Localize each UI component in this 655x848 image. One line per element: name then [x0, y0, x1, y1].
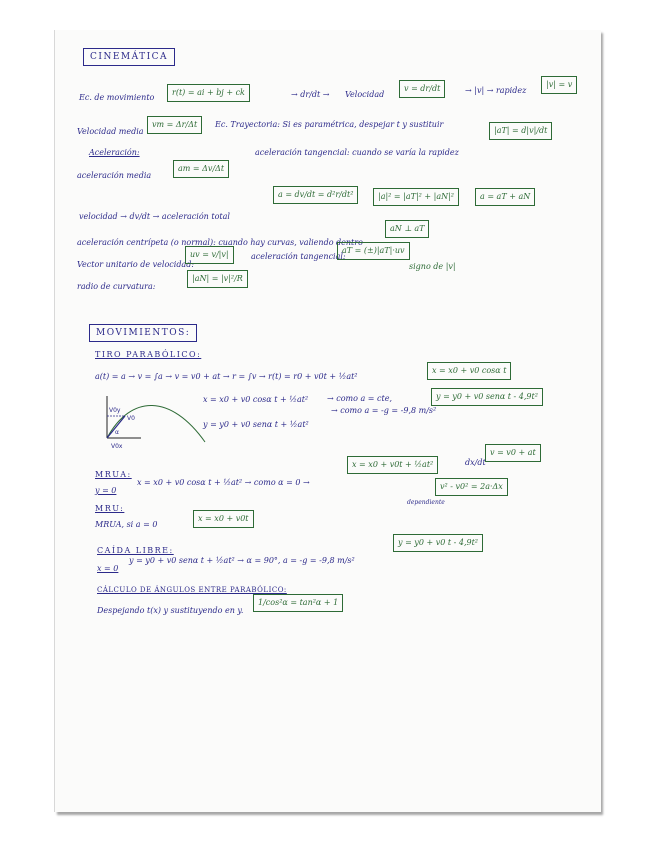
trayectoria-note: Ec. Trayectoria: Si es paramétrica, despejar t y sustituir — [215, 120, 444, 129]
acel-media-box: am = Δv/Δt — [173, 160, 229, 178]
centripeta-box: aN ⊥ aT — [385, 220, 429, 238]
tiro-y-box: y = y0 + v0 senα t - 4,9t² — [431, 388, 543, 406]
label-v0: V0 — [127, 415, 135, 422]
acel-tang-label: aceleración tangencial: — [251, 252, 346, 261]
notebook-page — [55, 30, 601, 812]
mrua-box: x = x0 + v0t + ½at² — [347, 456, 438, 474]
vel-media-box: vm = Δr/Δt — [147, 116, 202, 134]
mrua-deriv: dx/dt — [465, 458, 486, 467]
tiro-chain: a(t) = a → v = ∫a → v = v0 + at → r = ∫v → r(t) = r0 + v0t + ½at² — [95, 372, 358, 381]
aceleracion-title: Aceleración: — [89, 148, 140, 157]
velocidad-box: v = dr/dt — [399, 80, 445, 98]
movimientos-title: MOVIMIENTOS: — [89, 324, 197, 342]
tiro-y-eq: y = y0 + v0 senα t + ½at² — [203, 420, 309, 429]
tiro-x-box: x = x0 + v0 cosα t — [427, 362, 511, 380]
mru-box: x = x0 + v0t — [193, 510, 254, 528]
acel-tangencial-note: aceleración tangencial: cuando se varía la rapidez — [255, 148, 459, 157]
caida-title: CAÍDA LIBRE: — [97, 546, 174, 555]
caida-box: y = y0 + v0 t - 4,9t² — [393, 534, 483, 552]
calculo-box: 1/cos²α = tan²α + 1 — [253, 594, 343, 612]
calculo-text: Despejando t(x) y sustituyendo en y. — [97, 606, 244, 615]
label-alpha: α — [115, 429, 119, 436]
mrua-deriv-box: v = v0 + at — [485, 444, 541, 462]
dependiente-note: dependiente — [407, 499, 445, 506]
ec-mov-box: r(t) = ai + bj + ck — [167, 84, 250, 102]
mrua-sub-box: v² - v0² = 2a·Δx — [435, 478, 508, 496]
acel-media-label: aceleración media — [77, 171, 152, 180]
tiro-x-note: → como a = cte, — [327, 394, 393, 403]
rapidez-at-box: |aT| = d|v|/dt — [489, 122, 552, 140]
modulo-box: |a|² = |aT|² + |aN|² — [373, 188, 459, 206]
velocidad-label: Velocidad — [345, 90, 385, 99]
signo-note: signo de |v| — [409, 262, 456, 271]
vector-unit-box: uv = v/|v| — [185, 246, 234, 264]
rapidez-box: |v| = v — [541, 76, 577, 94]
vel-media-label: Velocidad media — [77, 127, 144, 136]
trajectory-curve — [107, 405, 205, 442]
vel-to-acel: velocidad → dv/dt → aceleración total — [79, 212, 230, 221]
ec-mov-label: Ec. de movimiento — [79, 93, 155, 102]
mrua-title: MRUA: — [95, 470, 132, 479]
label-v0x: V0x — [111, 443, 123, 450]
radio-box: |aN| = |v|²/R — [187, 270, 248, 288]
tiro-title: TIRO PARABÓLICO: — [95, 350, 202, 359]
vector-unit-label: Vector unitario de velocidad: — [77, 260, 195, 269]
tiro-x-eq: x = x0 + v0 cosα t + ½at² — [203, 395, 309, 404]
radio-label: radio de curvatura: — [77, 282, 156, 291]
caida-eq: y = y0 + v0 senα t + ½at² → α = 90°, a = -g = -9,8 m/s² — [129, 556, 355, 565]
acel-tang-box: aT = (±)|aT|·uv — [337, 242, 410, 260]
label-v0y: V0y — [109, 407, 121, 414]
calculo-title: CÁLCULO DE ÁNGULOS ENTRE PARABÓLICO: — [97, 586, 287, 594]
page-title: CINEMÁTICA — [83, 48, 175, 66]
suma-box: a = aT + aN — [475, 188, 535, 206]
acel-total-box: a = dv/dt = d²r/dt² — [273, 186, 358, 204]
parabola-diagram — [101, 394, 211, 454]
mrua-y0: y = 0 — [95, 486, 117, 495]
abs-v: → |v| → rapidez — [465, 86, 527, 95]
tiro-y-note: → como a = -g = -9,8 m/s² — [331, 406, 437, 415]
dr-dt: → dr/dt → — [291, 90, 330, 99]
mrua-eq: x = x0 + v0 cosα t + ½at² → como α = 0 → — [137, 478, 310, 487]
mru-title: MRU: — [95, 504, 125, 513]
mru-note: MRUA, si a = 0 — [95, 520, 158, 529]
caida-x0: x = 0 — [97, 564, 119, 573]
centripeta-label: aceleración centrípeta (o normal): cuando hay curvas, valiendo dentro — [77, 238, 363, 247]
